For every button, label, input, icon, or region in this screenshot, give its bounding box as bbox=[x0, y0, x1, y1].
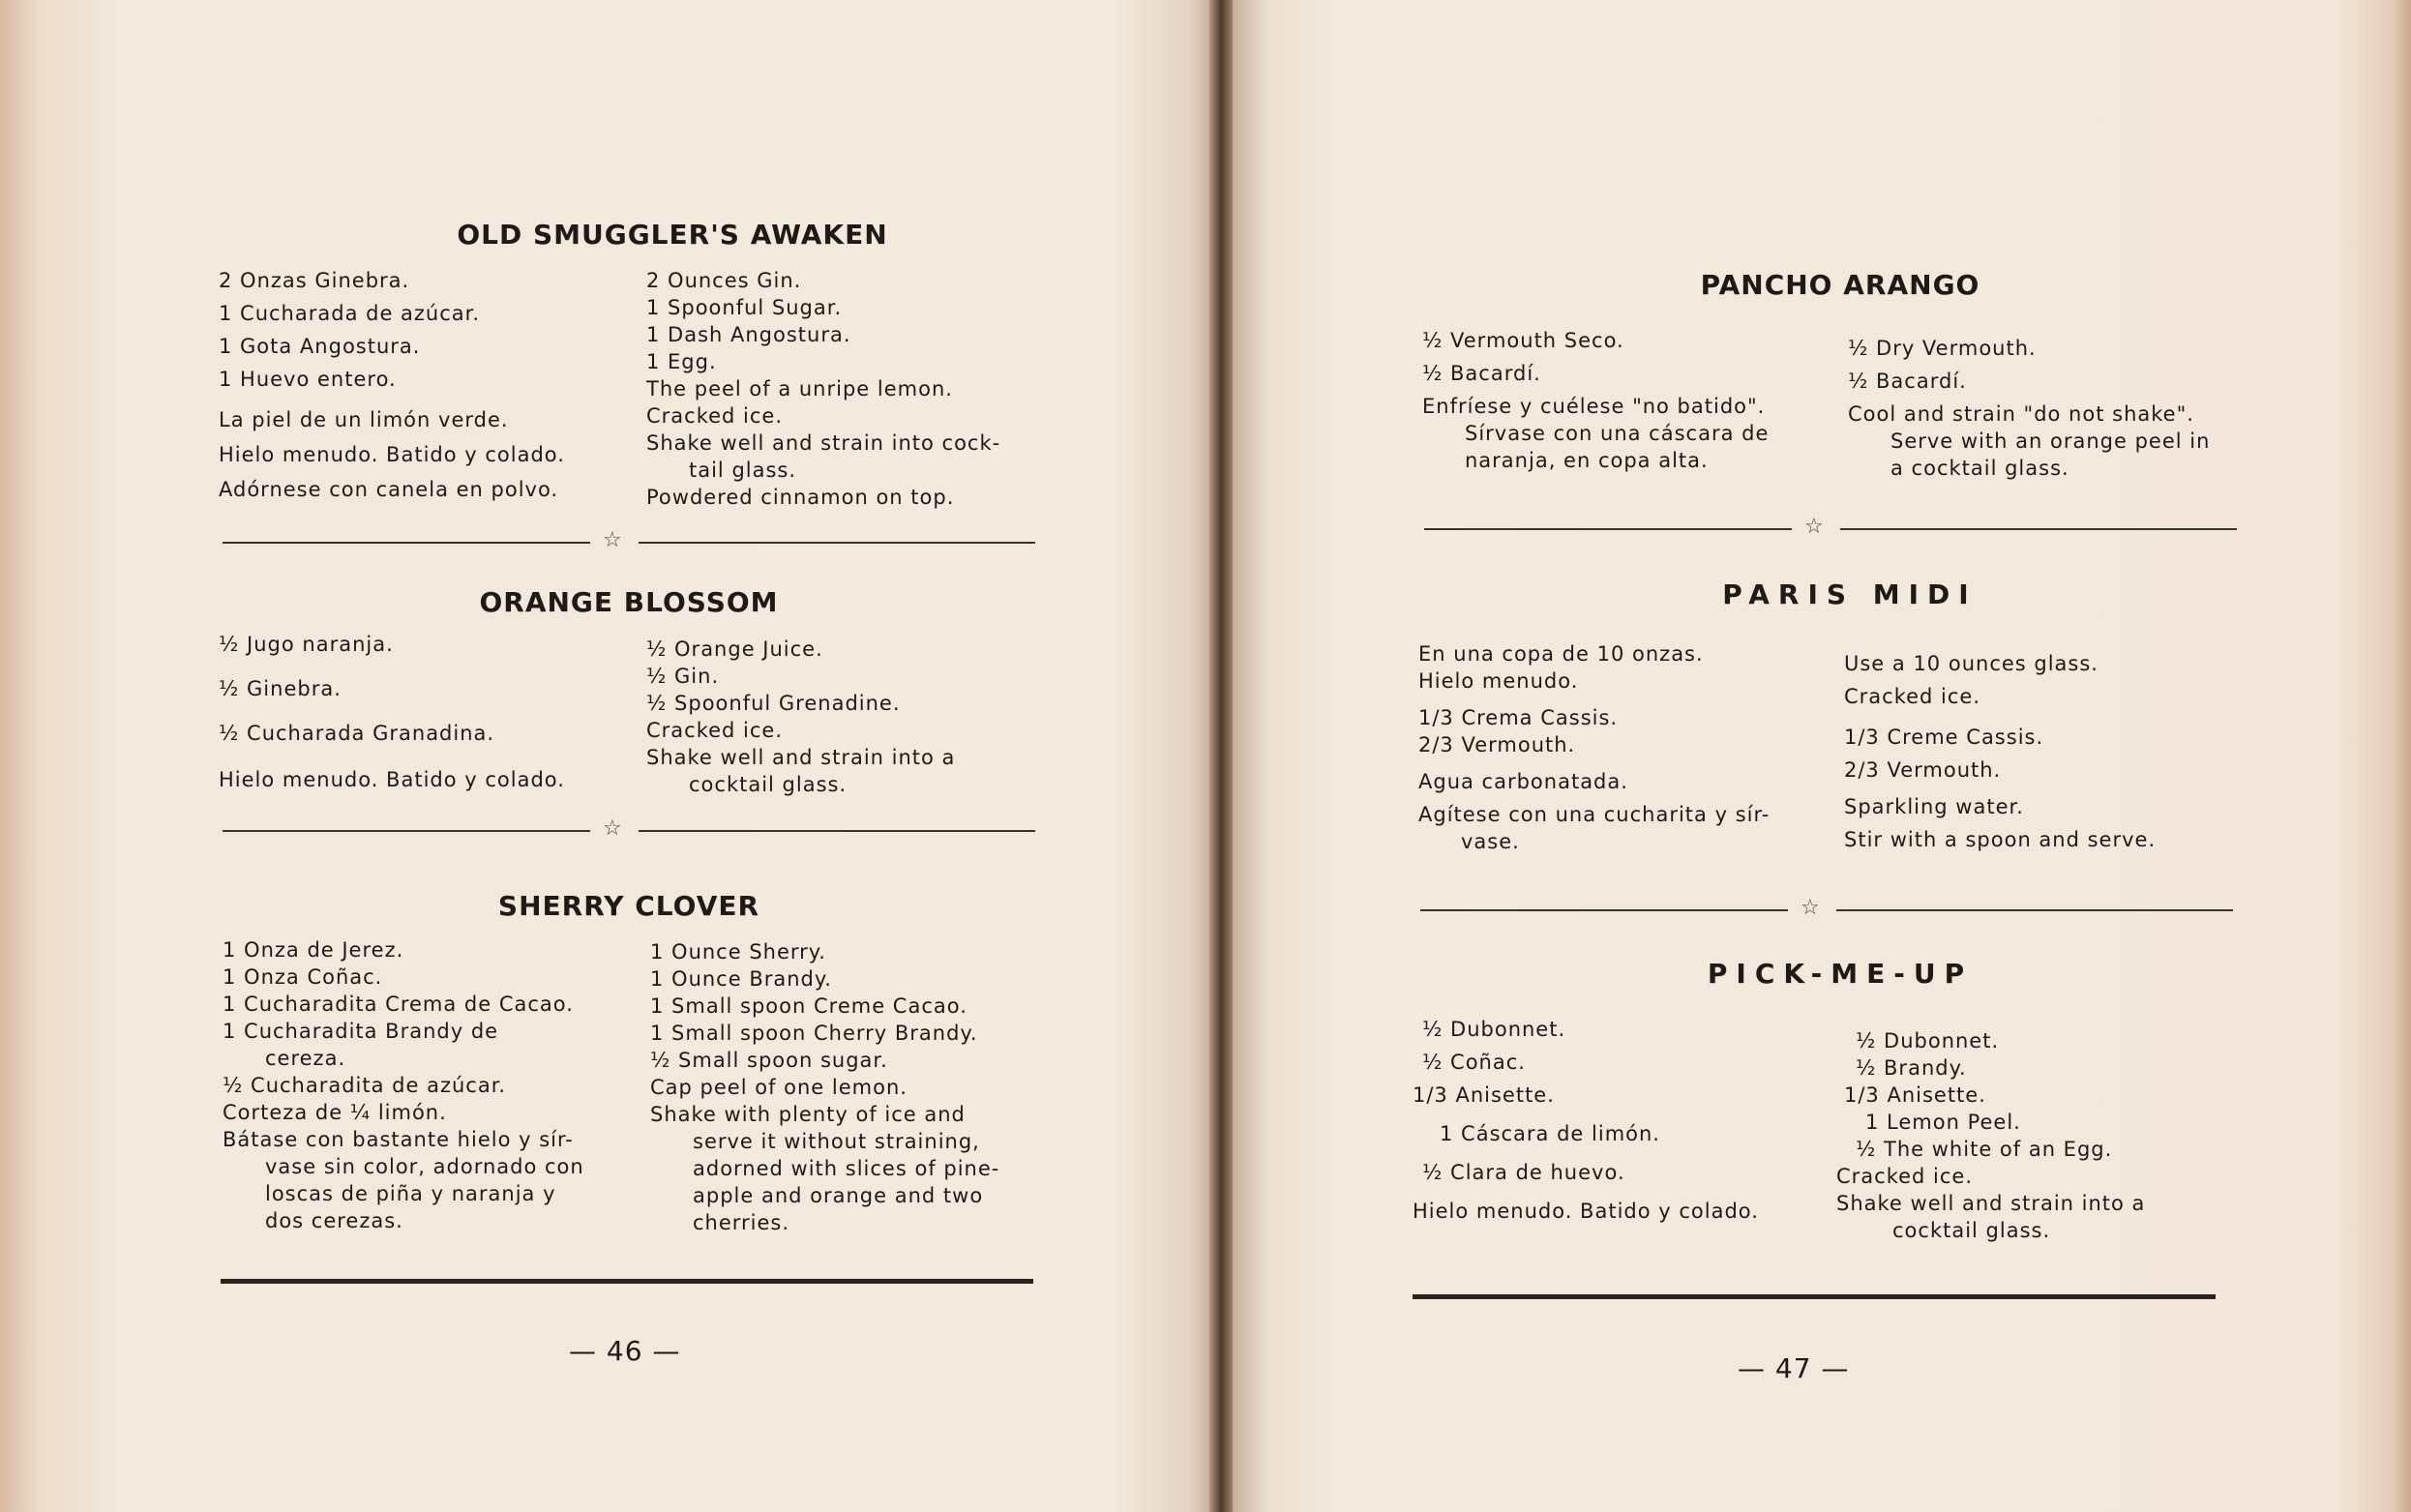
star-icon: ☆ bbox=[603, 528, 622, 552]
instruction-line: vase sin color, adornado con bbox=[265, 1155, 584, 1178]
ingredient-line: ½ Brandy. bbox=[1856, 1056, 1967, 1080]
ingredient-line: ½ Coñac. bbox=[1422, 1051, 1526, 1074]
ingredient-line: ½ Vermouth Seco. bbox=[1422, 329, 1624, 352]
ingredient-line: ½ Spoonful Grenadine. bbox=[646, 692, 901, 715]
ingredient-line: ½ Bacardí. bbox=[1422, 362, 1541, 385]
instruction-line: Shake with plenty of ice and bbox=[650, 1103, 966, 1126]
recipe-title-pancho-arango: PANCHO ARANGO bbox=[1700, 269, 1980, 301]
instruction-line: Cracked ice. bbox=[646, 719, 784, 742]
recipe-title-pick-me-up: PICK-ME-UP bbox=[1707, 958, 1974, 990]
instruction-line: vase. bbox=[1461, 830, 1520, 853]
section-divider bbox=[223, 530, 1035, 553]
ingredient-line: cereza. bbox=[265, 1047, 346, 1070]
ingredient-line: Cracked ice. bbox=[1844, 685, 1981, 708]
ingredient-line: 2 Ounces Gin. bbox=[646, 269, 802, 292]
ingredient-line: Hielo menudo. bbox=[1418, 669, 1579, 693]
instruction-line: tail glass. bbox=[689, 459, 797, 482]
spanish-ingredients bbox=[219, 267, 565, 503]
ingredient-line: ½ Cucharada Granadina. bbox=[219, 722, 495, 745]
ingredient-line: ½ Dry Vermouth. bbox=[1848, 337, 2037, 360]
ingredient-line: 1/3 Anisette. bbox=[1844, 1083, 1986, 1107]
instruction-line: Adórnese con canela en polvo. bbox=[219, 478, 559, 501]
ingredient-line: ½ Clara de huevo. bbox=[1422, 1161, 1625, 1184]
ingredient-line: 1 Ounce Brandy. bbox=[650, 967, 832, 991]
page-end-rule bbox=[221, 1279, 1033, 1284]
instruction-line: adorned with slices of pine- bbox=[693, 1157, 1000, 1180]
ingredient-line: 2/3 Vermouth. bbox=[1418, 733, 1576, 756]
recipe-title-orange-blossom: ORANGE BLOSSOM bbox=[479, 586, 779, 618]
star-icon: ☆ bbox=[1804, 515, 1824, 539]
ingredient-line: 1 Cucharadita Crema de Cacao. bbox=[223, 993, 574, 1016]
instruction-line: dos cerezas. bbox=[265, 1209, 403, 1232]
page-number: — 46 — bbox=[569, 1335, 681, 1367]
instruction-line: Cracked ice. bbox=[646, 404, 784, 428]
ingredient-line: Agua carbonatada. bbox=[1418, 770, 1628, 793]
instruction-line: naranja, en copa alta. bbox=[1465, 449, 1709, 472]
ingredient-line: 1 Cáscara de limón. bbox=[1440, 1122, 1660, 1145]
instruction-line: loscas de piña y naranja y bbox=[265, 1182, 556, 1205]
english-ingredients bbox=[650, 938, 999, 1236]
instruction-line: Hielo menudo. Batido y colado. bbox=[219, 443, 565, 466]
instruction-line: La piel de un limón verde. bbox=[219, 408, 509, 431]
star-icon: ☆ bbox=[603, 816, 622, 841]
instruction-line: Powdered cinnamon on top. bbox=[646, 486, 955, 509]
section-divider bbox=[1420, 898, 2233, 921]
instruction-line: a cocktail glass. bbox=[1890, 457, 2069, 480]
english-ingredients bbox=[646, 267, 1000, 511]
ingredient-line: 1 Onza de Jerez. bbox=[223, 938, 404, 962]
spanish-ingredients bbox=[223, 936, 584, 1234]
instruction-line: cocktail glass. bbox=[689, 773, 848, 796]
ingredient-line: 1/3 Creme Cassis. bbox=[1844, 726, 2044, 749]
english-ingredients bbox=[1844, 650, 2156, 853]
ingredient-line: 1 Small spoon Cherry Brandy. bbox=[650, 1022, 978, 1045]
ingredient-line: 1 Egg. bbox=[646, 350, 717, 373]
instruction-line: apple and orange and two bbox=[693, 1184, 984, 1207]
spanish-ingredients bbox=[1418, 640, 1770, 855]
instruction-line: Hielo menudo. Batido y colado. bbox=[1413, 1200, 1759, 1223]
section-divider bbox=[1424, 517, 2237, 540]
ingredient-line: ½ Dubonnet. bbox=[1856, 1029, 2000, 1052]
ingredient-line: 1 Cucharadita Brandy de bbox=[223, 1020, 499, 1043]
ingredient-line: ½ Jugo naranja. bbox=[219, 633, 394, 656]
english-ingredients bbox=[1848, 335, 2210, 482]
ingredient-line: ½ Gin. bbox=[646, 665, 720, 688]
ingredient-line: 1 Ounce Sherry. bbox=[650, 940, 826, 964]
recipe-title-sherry-clover: SHERRY CLOVER bbox=[497, 890, 760, 922]
instruction-line: Bátase con bastante hielo y sír- bbox=[223, 1128, 574, 1151]
instruction-line: Shake well and strain into a bbox=[1836, 1192, 2146, 1215]
ingredient-line: ½ Ginebra. bbox=[219, 677, 342, 700]
instruction-line: Sírvase con una cáscara de bbox=[1465, 422, 1770, 445]
ingredient-line: 1 Onza Coñac. bbox=[223, 965, 383, 989]
section-divider bbox=[223, 818, 1035, 842]
ingredient-line: ½ Dubonnet. bbox=[1422, 1018, 1566, 1041]
ingredient-line: ½ Cucharadita de azúcar. bbox=[223, 1074, 507, 1097]
ingredient-line: ½ Small spoon sugar. bbox=[650, 1049, 888, 1072]
ingredient-line: 1 Cucharada de azúcar. bbox=[219, 302, 481, 325]
ingredient-line: 1 Huevo entero. bbox=[219, 368, 397, 391]
instruction-line: Serve with an orange peel in bbox=[1890, 430, 2211, 453]
ingredient-line: ½ Bacardí. bbox=[1848, 370, 1967, 393]
ingredient-line: 1/3 Crema Cassis. bbox=[1418, 706, 1619, 729]
instruction-line: cocktail glass. bbox=[1892, 1219, 2051, 1242]
instruction-line: Cap peel of one lemon. bbox=[650, 1076, 908, 1099]
instruction-line: Corteza de ¼ limón. bbox=[223, 1101, 447, 1124]
instruction-line: Enfríese y cuélese "no batido". bbox=[1422, 395, 1766, 418]
instruction-line: Shake well and strain into cock- bbox=[646, 431, 1001, 455]
ingredient-line: ½ Orange Juice. bbox=[646, 637, 823, 661]
spanish-ingredients bbox=[1413, 1016, 1759, 1225]
spanish-ingredients bbox=[219, 631, 565, 793]
instruction-line: The peel of a unripe lemon. bbox=[646, 377, 953, 400]
english-ingredients bbox=[1836, 1027, 2145, 1244]
ingredient-line: 1 Gota Angostura. bbox=[219, 335, 421, 358]
star-icon: ☆ bbox=[1801, 896, 1820, 920]
ingredient-line: 2 Onzas Ginebra. bbox=[219, 269, 410, 292]
instruction-line: Hielo menudo. Batido y colado. bbox=[219, 768, 565, 791]
ingredient-line: 1 Dash Angostura. bbox=[646, 323, 851, 346]
instruction-line: cherries. bbox=[693, 1211, 790, 1234]
instruction-line: Cracked ice. bbox=[1836, 1165, 1974, 1188]
ingredient-line: Use a 10 ounces glass. bbox=[1844, 652, 2098, 675]
ingredient-line: Sparkling water. bbox=[1844, 795, 2024, 818]
page-end-rule bbox=[1413, 1294, 2216, 1299]
right-page bbox=[1221, 0, 2411, 1512]
ingredient-line: 1/3 Anisette. bbox=[1413, 1083, 1555, 1107]
instruction-line: Stir with a spoon and serve. bbox=[1844, 828, 2157, 851]
ingredient-line: ½ The white of an Egg. bbox=[1856, 1138, 2113, 1161]
instruction-line: Agítese con una cucharita y sír- bbox=[1418, 803, 1771, 826]
recipe-title-paris-midi: PARIS MIDI bbox=[1722, 578, 1978, 610]
book-gutter bbox=[1209, 0, 1233, 1512]
ingredient-line: En una copa de 10 onzas. bbox=[1418, 642, 1704, 666]
english-ingredients bbox=[646, 636, 955, 798]
page-number: — 47 — bbox=[1738, 1352, 1850, 1384]
spanish-ingredients bbox=[1422, 327, 1769, 474]
instruction-line: serve it without straining, bbox=[693, 1130, 980, 1153]
ingredient-line: 2/3 Vermouth. bbox=[1844, 758, 2002, 782]
instruction-line: Shake well and strain into a bbox=[646, 746, 956, 769]
recipe-title-old-smugglers-awaken: OLD SMUGGLER'S AWAKEN bbox=[457, 219, 888, 251]
instruction-line: Cool and strain "do not shake". bbox=[1848, 402, 2194, 426]
ingredient-line: 1 Spoonful Sugar. bbox=[646, 296, 843, 319]
ingredient-line: 1 Small spoon Creme Cacao. bbox=[650, 994, 967, 1018]
ingredient-line: 1 Lemon Peel. bbox=[1865, 1111, 2021, 1134]
